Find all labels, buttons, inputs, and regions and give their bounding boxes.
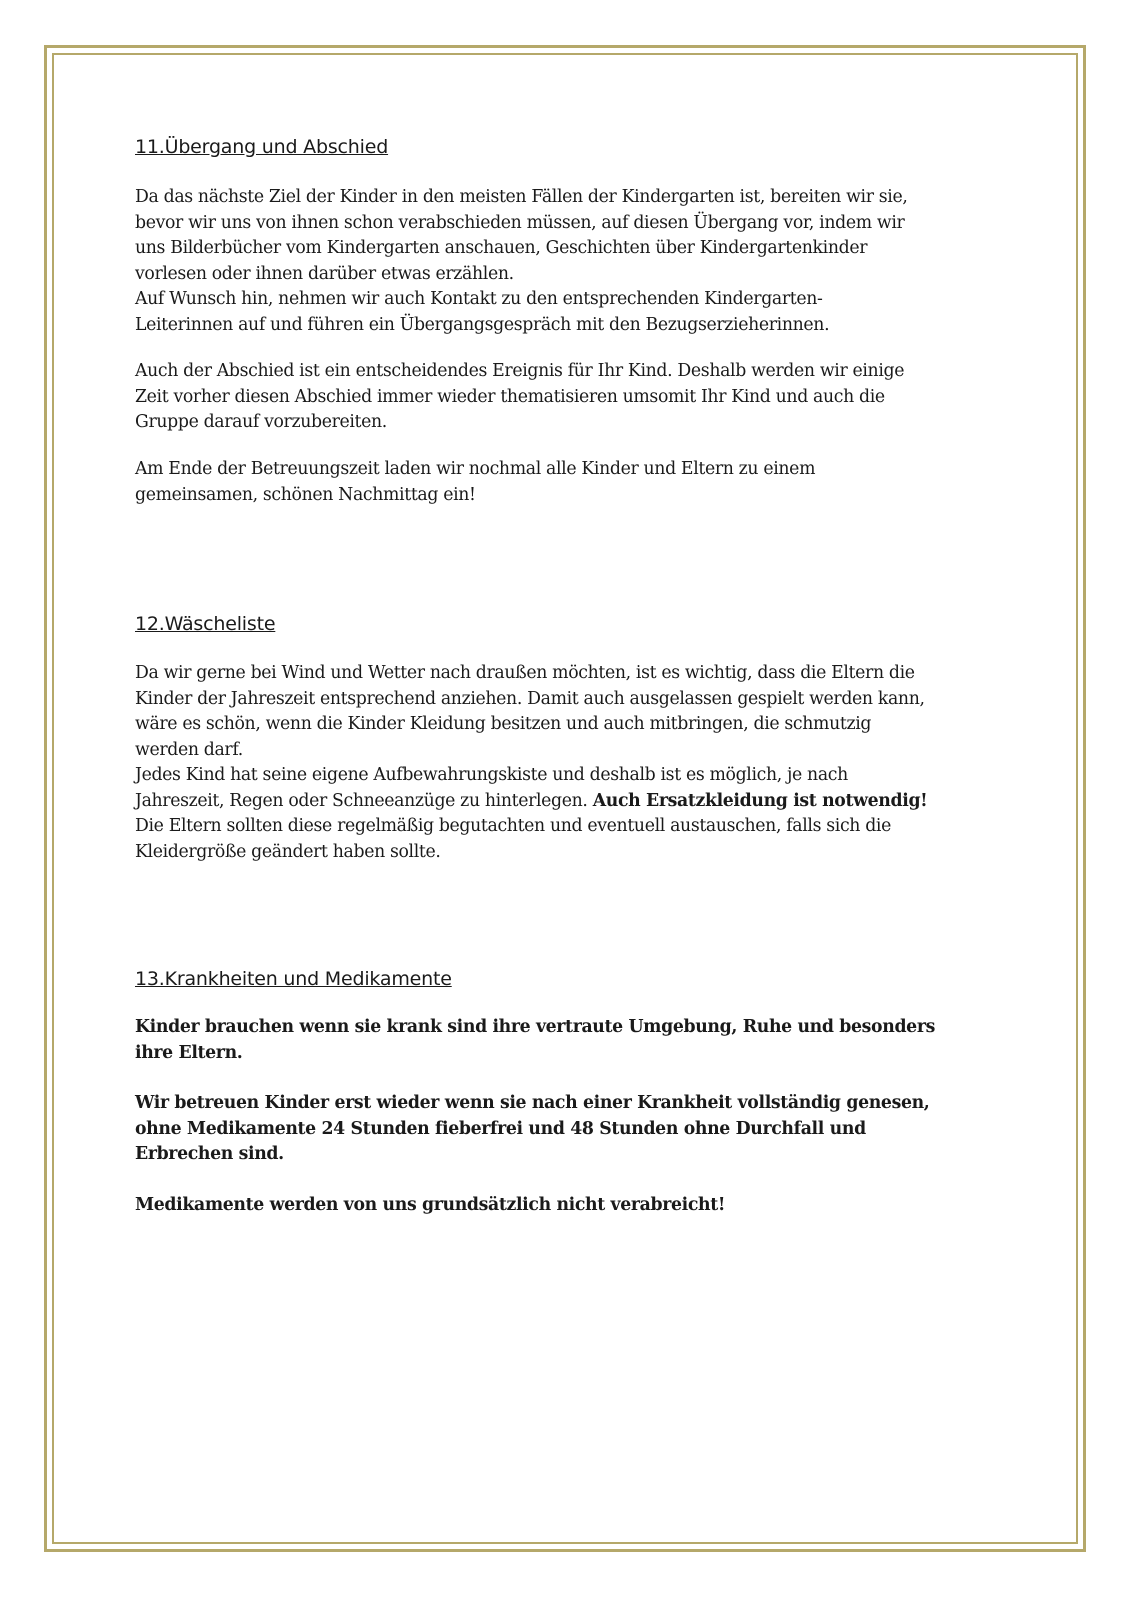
text-line: Zeit vorher diesen Abschied immer wieder thematisieren umsomit Ihr Kind und auch die <box>135 386 885 407</box>
text-line: Erbrechen sind. <box>135 1144 284 1164</box>
text-line: Da wir gerne bei Wind und Wetter nach draußen möchten, ist es wichtig, dass die Eltern die <box>135 663 915 683</box>
section-13-heading-block <box>135 967 452 992</box>
text-line: ohne Medikamente 24 Stunden fieberfrei und 48 Stunden ohne Durchfall und <box>135 1118 866 1139</box>
text-line: Medikamente werden von uns grundsätzlich nicht verabreicht! <box>135 1195 726 1215</box>
text-line: uns Bilderbücher vom Kindergarten anschauen, Geschichten über Kindergartenkinder <box>135 238 868 258</box>
text-line: wäre es schön, wenn die Kinder Kleidung besitzen und auch mitbringen, die schmutzig <box>135 714 872 734</box>
text-line: bevor wir uns von ihnen schon verabschieden müssen, auf diesen Übergang vor, indem wir <box>135 212 905 233</box>
section-11-heading: 11.Übergang und Abschied <box>135 136 389 158</box>
text-line: Am Ende der Betreuungszeit laden wir nochmal alle Kinder und Eltern zu einem <box>135 459 816 479</box>
section-11-paragraph-2 <box>135 359 904 436</box>
text-line: vorlesen oder ihnen darüber etwas erzählen. <box>135 263 514 284</box>
text-span: Jahreszeit, Regen oder Schneeanzüge zu hinterlegen. <box>135 790 588 811</box>
text-line: Leiterinnen auf und führen ein Übergangsgespräch mit den Bezugserzieherinnen. <box>135 314 830 335</box>
section-11-paragraph-1 <box>135 185 907 338</box>
text-line: ihre Eltern. <box>135 1042 243 1063</box>
section-13-heading: 13.Krankheiten und Medikamente <box>135 968 452 990</box>
section-13-paragraph-3 <box>135 1193 725 1219</box>
text-line: Auf Wunsch hin, nehmen wir auch Kontakt zu den entsprechenden Kindergarten- <box>135 289 823 309</box>
text-line: Die Eltern sollten diese regelmäßig begutachten und eventuell austauschen, falls sich die <box>135 816 891 836</box>
emphasis-text: Auch Ersatzkleidung ist notwendig! <box>592 790 928 811</box>
section-12-heading-block <box>135 612 275 637</box>
section-13-paragraph-2 <box>135 1091 929 1168</box>
text-line: Da das nächste Ziel der Kinder in den meisten Fällen der Kindergarten ist, bereiten wir sie, <box>135 187 908 207</box>
text-line <box>135 789 927 815</box>
text-line: gemeinsamen, schönen Nachmittag ein! <box>135 484 476 505</box>
text-line: Kleidergröße geändert haben sollte. <box>135 841 441 862</box>
text-line: Jedes Kind hat seine eigene Aufbewahrungskiste und deshalb ist es möglich, je nach <box>135 765 848 785</box>
text-line: Gruppe darauf vorzubereiten. <box>135 412 387 432</box>
section-11-heading-block <box>135 135 388 160</box>
text-line: Wir betreuen Kinder erst wieder wenn sie nach einer Krankheit vollständig genesen, <box>135 1093 930 1113</box>
section-11-paragraph-3 <box>135 457 815 508</box>
section-12-heading: 12.Wäscheliste <box>135 613 276 635</box>
text-line: werden darf. <box>135 739 243 760</box>
section-13-paragraph-1 <box>135 1015 935 1066</box>
text-line: Kinder der Jahreszeit entsprechend anziehen. Damit auch ausgelassen gespielt werden kann, <box>135 688 925 709</box>
text-line: Auch der Abschied ist ein entscheidendes Ereignis für Ihr Kind. Deshalb werden wir einige <box>135 361 905 381</box>
section-12-paragraph <box>135 661 927 865</box>
text-line: Kinder brauchen wenn sie krank sind ihre vertraute Umgebung, Ruhe und besonders <box>135 1017 935 1037</box>
